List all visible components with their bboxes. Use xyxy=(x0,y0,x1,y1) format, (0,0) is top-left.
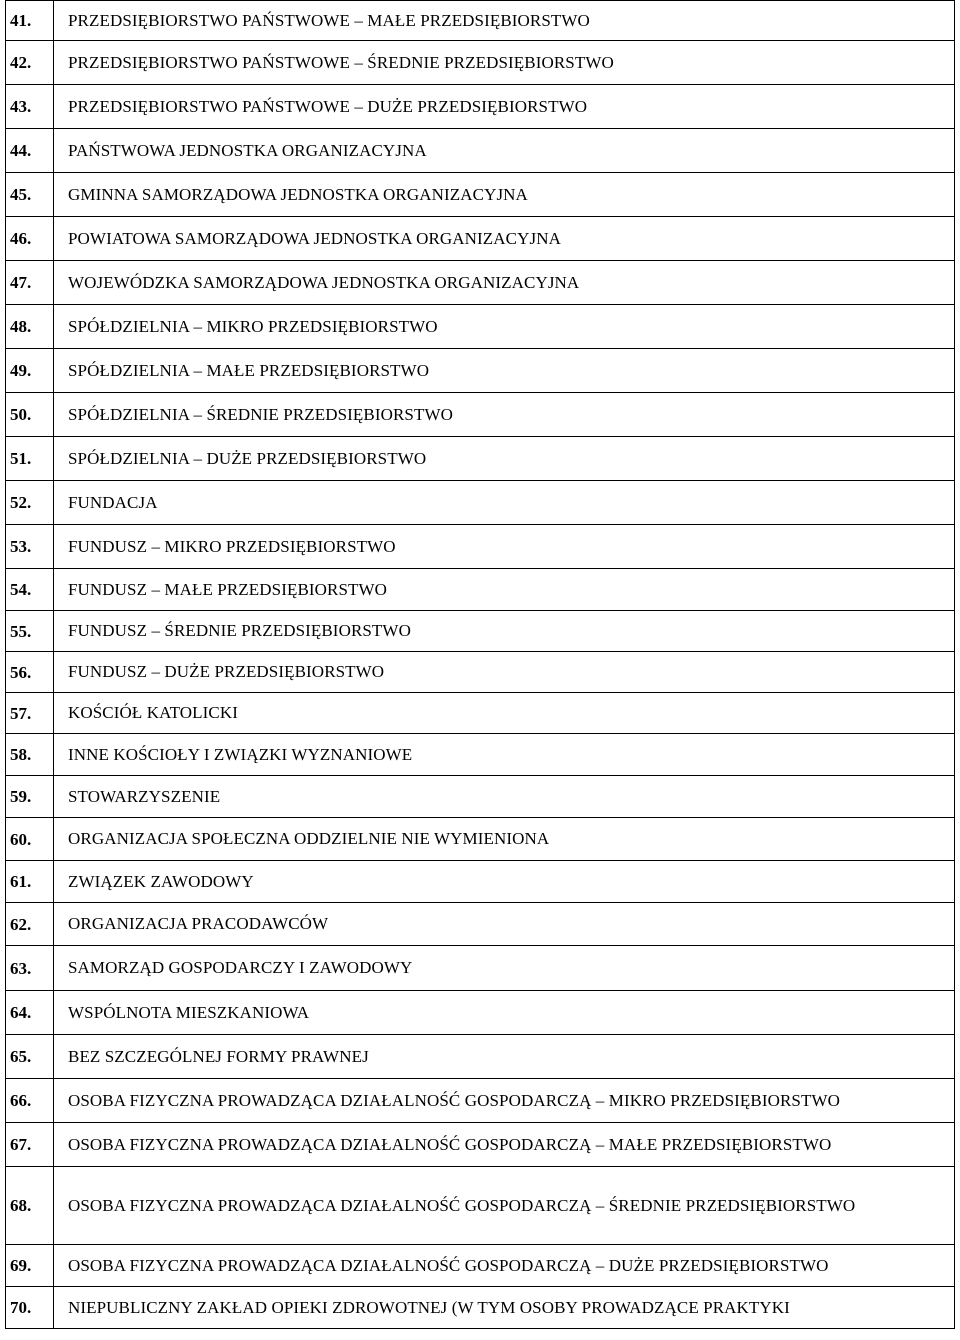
table-row xyxy=(6,525,955,569)
table-row xyxy=(6,1123,955,1167)
row-number: 49. xyxy=(6,349,54,393)
table-row xyxy=(6,652,955,693)
row-label: INNE KOŚCIOŁY I ZWIĄZKI WYZNANIOWE xyxy=(54,734,955,776)
table-row xyxy=(6,305,955,349)
row-number: 41. xyxy=(6,1,54,41)
row-label: FUNDACJA xyxy=(54,481,955,525)
row-number: 58. xyxy=(6,734,54,776)
row-number: 63. xyxy=(6,946,54,991)
row-label: BEZ SZCZEGÓLNEJ FORMY PRAWNEJ xyxy=(54,1035,955,1079)
table-row xyxy=(6,818,955,861)
row-label: SPÓŁDZIELNIA – MAŁE PRZEDSIĘBIORSTWO xyxy=(54,349,955,393)
table-row xyxy=(6,261,955,305)
row-label: PRZEDSIĘBIORSTWO PAŃSTWOWE – MAŁE PRZEDSIĘBIORSTWO xyxy=(54,1,955,41)
row-number: 45. xyxy=(6,173,54,217)
row-label: WSPÓLNOTA MIESZKANIOWA xyxy=(54,991,955,1035)
row-number: 53. xyxy=(6,525,54,569)
row-label: SAMORZĄD GOSPODARCZY I ZAWODOWY xyxy=(54,946,955,991)
row-number: 70. xyxy=(6,1287,54,1329)
row-number: 65. xyxy=(6,1035,54,1079)
row-label: OSOBA FIZYCZNA PROWADZĄCA DZIAŁALNOŚĆ GOSPODARCZĄ – ŚREDNIE PRZEDSIĘBIORSTWO xyxy=(54,1167,955,1245)
row-number: 54. xyxy=(6,569,54,611)
table-row xyxy=(6,1167,955,1245)
row-number: 55. xyxy=(6,611,54,652)
row-label: NIEPUBLICZNY ZAKŁAD OPIEKI ZDROWOTNEJ (W TYM OSOBY PROWADZĄCE PRAKTYKI xyxy=(54,1287,955,1329)
row-number: 67. xyxy=(6,1123,54,1167)
row-label: GMINNA SAMORZĄDOWA JEDNOSTKA ORGANIZACYJNA xyxy=(54,173,955,217)
table-row xyxy=(6,569,955,611)
row-number: 64. xyxy=(6,991,54,1035)
table-row xyxy=(6,173,955,217)
table-row xyxy=(6,1287,955,1329)
row-label: OSOBA FIZYCZNA PROWADZĄCA DZIAŁALNOŚĆ GOSPODARCZĄ – MIKRO PRZEDSIĘBIORSTWO xyxy=(54,1079,955,1123)
table-row xyxy=(6,611,955,652)
row-number: 48. xyxy=(6,305,54,349)
row-number: 61. xyxy=(6,861,54,903)
table-row xyxy=(6,946,955,991)
row-number: 50. xyxy=(6,393,54,437)
row-label: ZWIĄZEK ZAWODOWY xyxy=(54,861,955,903)
table-row xyxy=(6,1079,955,1123)
row-number: 59. xyxy=(6,776,54,818)
row-label: FUNDUSZ – MIKRO PRZEDSIĘBIORSTWO xyxy=(54,525,955,569)
row-number: 51. xyxy=(6,437,54,481)
table-row xyxy=(6,1035,955,1079)
row-number: 44. xyxy=(6,129,54,173)
table-row xyxy=(6,861,955,903)
row-label: PAŃSTWOWA JEDNOSTKA ORGANIZACYJNA xyxy=(54,129,955,173)
table-row xyxy=(6,41,955,85)
table-row xyxy=(6,393,955,437)
row-label: SPÓŁDZIELNIA – MIKRO PRZEDSIĘBIORSTWO xyxy=(54,305,955,349)
row-number: 68. xyxy=(6,1167,54,1245)
row-number: 56. xyxy=(6,652,54,693)
row-label: PRZEDSIĘBIORSTWO PAŃSTWOWE – DUŻE PRZEDSIĘBIORSTWO xyxy=(54,85,955,129)
table-row xyxy=(6,776,955,818)
table-row xyxy=(6,734,955,776)
table-row xyxy=(6,217,955,261)
table-row xyxy=(6,85,955,129)
row-number: 52. xyxy=(6,481,54,525)
legal-forms-table xyxy=(5,0,955,1329)
row-number: 43. xyxy=(6,85,54,129)
table-row xyxy=(6,991,955,1035)
row-label: OSOBA FIZYCZNA PROWADZĄCA DZIAŁALNOŚĆ GOSPODARCZĄ – DUŻE PRZEDSIĘBIORSTWO xyxy=(54,1245,955,1287)
row-number: 47. xyxy=(6,261,54,305)
row-label: WOJEWÓDZKA SAMORZĄDOWA JEDNOSTKA ORGANIZACYJNA xyxy=(54,261,955,305)
row-number: 60. xyxy=(6,818,54,861)
row-label: POWIATOWA SAMORZĄDOWA JEDNOSTKA ORGANIZACYJNA xyxy=(54,217,955,261)
row-number: 62. xyxy=(6,903,54,946)
row-number: 66. xyxy=(6,1079,54,1123)
row-label: FUNDUSZ – DUŻE PRZEDSIĘBIORSTWO xyxy=(54,652,955,693)
row-label: KOŚCIÓŁ KATOLICKI xyxy=(54,693,955,734)
row-label: FUNDUSZ – MAŁE PRZEDSIĘBIORSTWO xyxy=(54,569,955,611)
row-label: ORGANIZACJA SPOŁECZNA ODDZIELNIE NIE WYMIENIONA xyxy=(54,818,955,861)
row-label: PRZEDSIĘBIORSTWO PAŃSTWOWE – ŚREDNIE PRZEDSIĘBIORSTWO xyxy=(54,41,955,85)
row-number: 46. xyxy=(6,217,54,261)
table-row xyxy=(6,129,955,173)
table-row xyxy=(6,903,955,946)
row-label: SPÓŁDZIELNIA – ŚREDNIE PRZEDSIĘBIORSTWO xyxy=(54,393,955,437)
table-row xyxy=(6,693,955,734)
table-row xyxy=(6,1245,955,1287)
table-row xyxy=(6,349,955,393)
row-label: OSOBA FIZYCZNA PROWADZĄCA DZIAŁALNOŚĆ GOSPODARCZĄ – MAŁE PRZEDSIĘBIORSTWO xyxy=(54,1123,955,1167)
row-label: SPÓŁDZIELNIA – DUŻE PRZEDSIĘBIORSTWO xyxy=(54,437,955,481)
table-row xyxy=(6,437,955,481)
row-number: 42. xyxy=(6,41,54,85)
row-label: ORGANIZACJA PRACODAWCÓW xyxy=(54,903,955,946)
row-label: STOWARZYSZENIE xyxy=(54,776,955,818)
row-label: FUNDUSZ – ŚREDNIE PRZEDSIĘBIORSTWO xyxy=(54,611,955,652)
row-number: 69. xyxy=(6,1245,54,1287)
row-number: 57. xyxy=(6,693,54,734)
table-row xyxy=(6,1,955,41)
table-row xyxy=(6,481,955,525)
